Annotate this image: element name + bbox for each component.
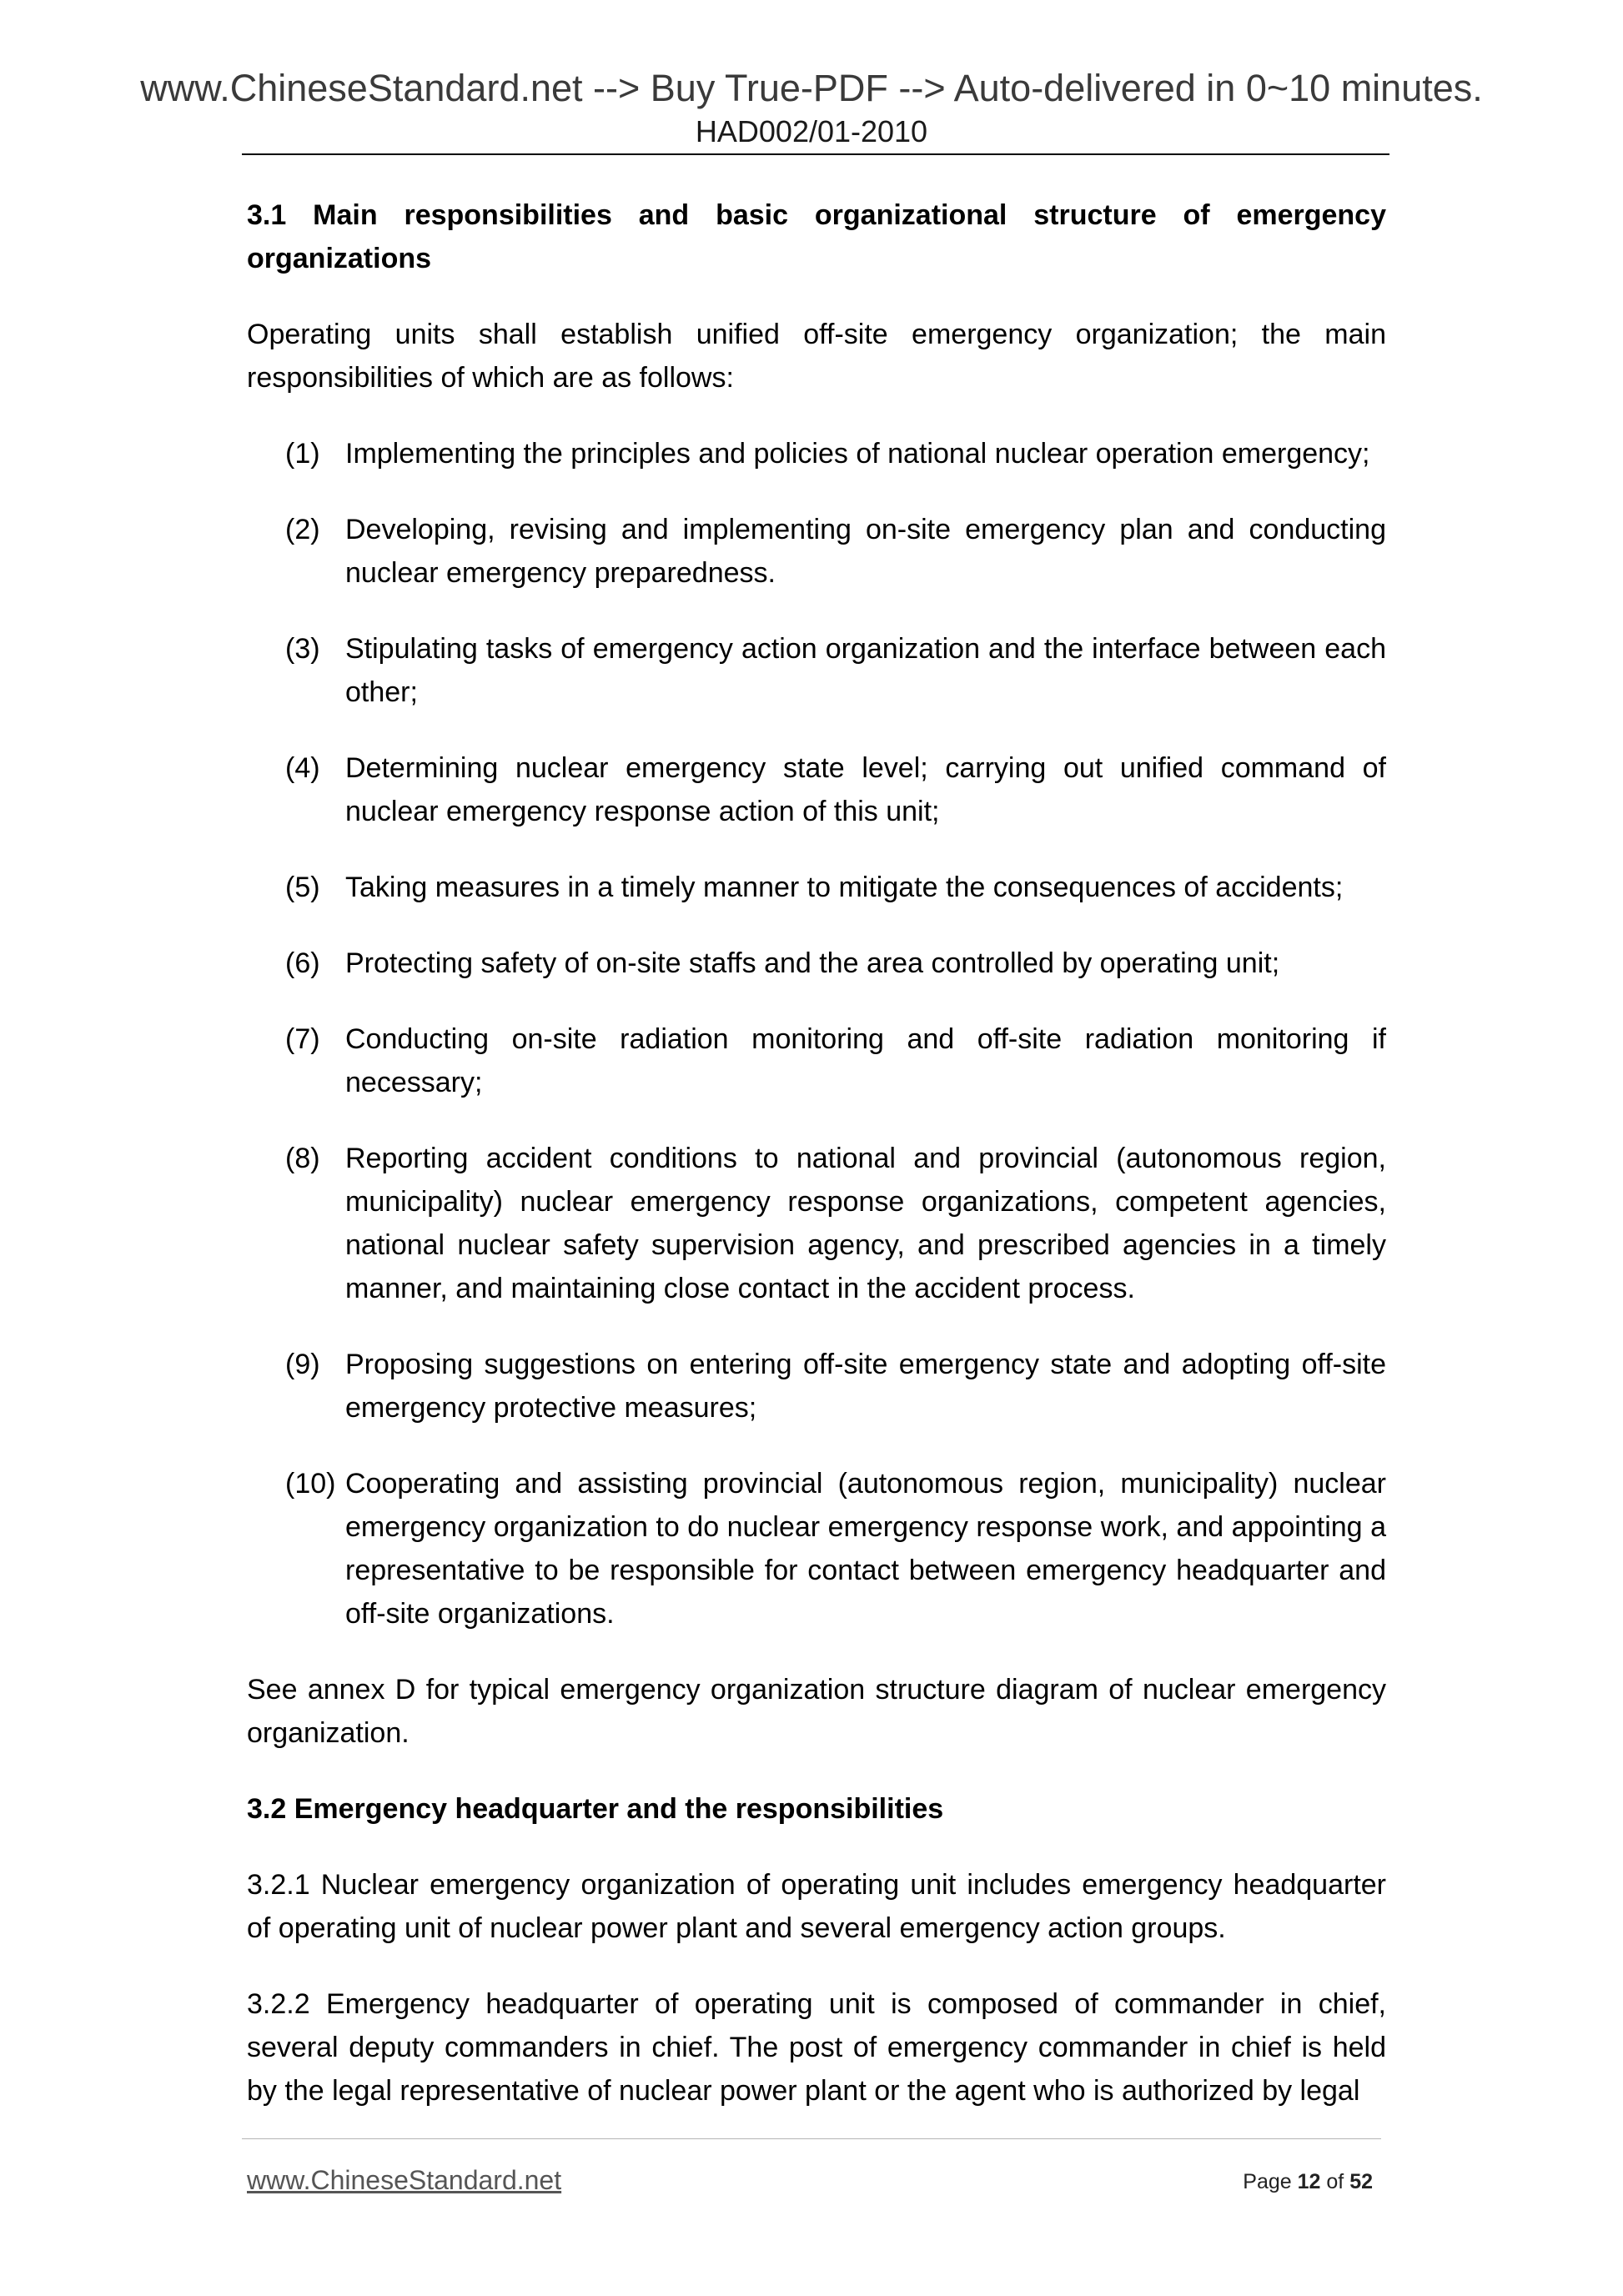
list-item-text: Stipulating tasks of emergency action organization and the interface between each other; xyxy=(345,633,1386,708)
footer-divider xyxy=(242,2138,1381,2139)
section-3-1-heading: 3.1 Main responsibilities and basic organizational structure of emergency organizations xyxy=(247,199,1386,274)
list-item-text: Protecting safety of on-site staffs and the area controlled by operating unit; xyxy=(345,947,1280,979)
list-item xyxy=(285,1343,1386,1429)
list-item-text: Cooperating and assisting provincial (autonomous region, municipality) nuclear emergency organization to do nuclear emergency response work, and appointing a representative to be responsible for contact between emergency headquarter and off-site organizations. xyxy=(345,1468,1386,1630)
list-item xyxy=(285,1462,1386,1635)
list-item xyxy=(285,432,1386,475)
footer-site-link[interactable]: www.ChineseStandard.net xyxy=(247,2165,562,2195)
page-number xyxy=(1234,2168,1373,2195)
list-item-number: (5) xyxy=(285,872,320,903)
list-item xyxy=(285,866,1386,909)
document-code: HAD002/01-2010 xyxy=(695,114,928,148)
list-item-text: Developing, revising and implementing on-site emergency plan and conducting nuclear emergency preparedness. xyxy=(345,514,1386,589)
list-item-number: (2) xyxy=(285,514,320,545)
page-current: 12 xyxy=(1297,2170,1321,2193)
paragraph-3-2-2: 3.2.2 Emergency headquarter of operating unit is composed of commander in chief, several deputy commanders in chief. The post of emergency commander in chief is held by the legal representative of nuclear power plant or the agent who is authorized by legal xyxy=(247,1988,1386,2107)
see-annex-paragraph: See annex D for typical emergency organization structure diagram of nuclear emergency organization. xyxy=(247,1674,1386,1749)
list-item-number: (3) xyxy=(285,633,320,665)
list-item-text: Determining nuclear emergency state level; carrying out unified command of nuclear emergency response action of this unit; xyxy=(345,752,1386,827)
page-body xyxy=(247,193,1386,2145)
section-3-1-intro: Operating units shall establish unified off-site emergency organization; the main responsibilities of which are as follows: xyxy=(247,319,1386,394)
page-of: of xyxy=(1326,2170,1344,2193)
header-banner-link[interactable]: www.ChineseStandard.net --> Buy True-PDF --> Auto-delivered in 0~10 minutes. xyxy=(140,67,1483,109)
list-item-text: Conducting on-site radiation monitoring and off-site radiation monitoring if necessary; xyxy=(345,1023,1386,1098)
list-item-text: Taking measures in a timely manner to mitigate the consequences of accidents; xyxy=(345,872,1344,903)
list-item xyxy=(285,942,1386,985)
list-item-text: Reporting accident conditions to national and provincial (autonomous region, municipality) nuclear emergency response organizations, competent agencies, national nuclear safety supervision agency, and prescribed agencies in a timely manner, and maintaining close contact in the accident process. xyxy=(345,1143,1386,1304)
page-prefix: Page xyxy=(1243,2170,1292,2193)
list-item-number: (9) xyxy=(285,1349,320,1380)
section-3-2-heading: 3.2 Emergency headquarter and the responsibilities xyxy=(247,1793,944,1825)
list-item-text: Proposing suggestions on entering off-site emergency state and adopting off-site emergency protective measures; xyxy=(345,1349,1386,1424)
page-total: 52 xyxy=(1349,2170,1373,2193)
list-item xyxy=(285,746,1386,833)
list-item-number: (1) xyxy=(285,438,320,470)
paragraph-3-2-1: 3.2.1 Nuclear emergency organization of operating unit includes emergency headquarter of operating unit of nuclear power plant and several emergency action groups. xyxy=(247,1869,1386,1944)
list-item-text: Implementing the principles and policies of national nuclear operation emergency; xyxy=(345,438,1370,470)
header-divider xyxy=(242,153,1389,155)
list-item-number: (6) xyxy=(285,947,320,979)
list-item-number: (4) xyxy=(285,752,320,784)
list-item-number: (10) xyxy=(285,1468,336,1500)
list-item-number: (8) xyxy=(285,1143,320,1174)
list-item xyxy=(285,1017,1386,1104)
list-item xyxy=(285,1137,1386,1310)
list-item xyxy=(285,627,1386,714)
list-item-number: (7) xyxy=(285,1023,320,1055)
list-item xyxy=(285,508,1386,595)
